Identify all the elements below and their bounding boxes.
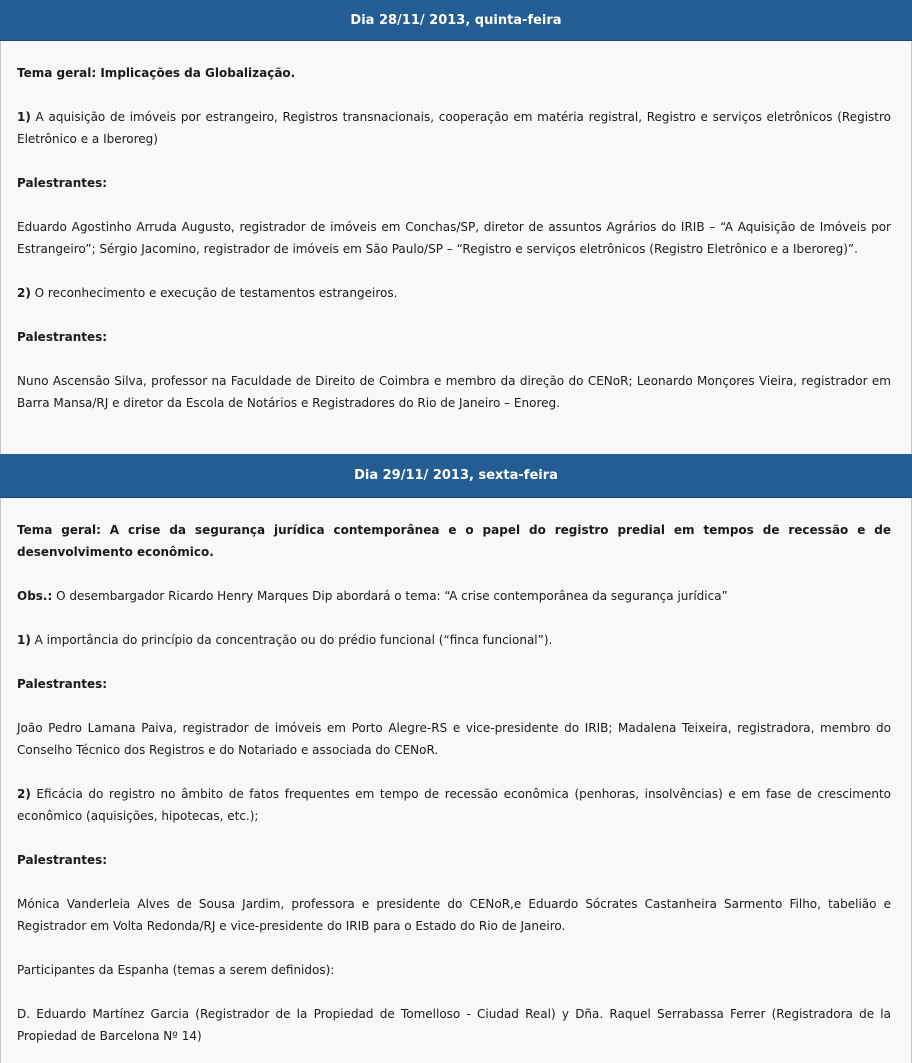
topic-1 <box>17 106 891 150</box>
topic-1 <box>17 629 891 651</box>
palestrantes-text: Nuno Ascensão Silva, professor na Faculdade de Direito de Coimbra e membro da direção do CENoR; Leonardo Monçores Vieira, registrador em Barra Mansa/RJ e diretor da Escola de Notários e Registradores do Rio de Janeiro – Enoreg. <box>17 374 891 410</box>
day-content <box>0 41 912 454</box>
palestrantes-text: João Pedro Lamana Paiva, registrador de imóveis em Porto Alegre-RS e vice-presidente do IRIB; Madalena Teixeira, registradora, membro do Conselho Técnico dos Registros e do Notariado e associada do CENoR. <box>17 721 891 757</box>
topic-2 <box>17 783 891 827</box>
tema-geral: Tema geral: Implicações da Globalização. <box>17 66 296 80</box>
day-content <box>0 498 912 1063</box>
topic-text: Eficácia do registro no âmbito de fatos frequentes em tempo de recessão econômica (penhoras, insolvências) e em fase de crescimento econômico (aquisições, hipotecas, etc.); <box>17 787 891 823</box>
participantes-text: D. Eduardo Martínez Garcia (Registrador de la Propiedad de Tomelloso - Ciudad Real) y Dña. Raquel Serrabassa Ferrer (Registradora de la Propiedad de Barcelona Nº 14) <box>17 1007 891 1043</box>
topic-number: 1) <box>17 633 31 647</box>
obs-label: Obs.: <box>17 589 53 603</box>
palestrantes-label: Palestrantes: <box>17 853 108 867</box>
topic-text: A importância do princípio da concentração ou do prédio funcional (“finca funcional”). <box>30 633 553 647</box>
palestrantes-text: Mónica Vanderleia Alves de Sousa Jardim, professora e presidente do CENoR,e Eduardo Sócrates Castanheira Sarmento Filho, tabelião e Registrador em Volta Redonda/RJ e vice-presidente do IRIB para o Estado do Rio de Janeiro. <box>17 897 891 933</box>
topic-2 <box>17 282 891 304</box>
participantes-label: Participantes da Espanha (temas a serem definidos): <box>17 963 335 977</box>
topic-number: 2) <box>17 286 31 300</box>
day-section-29-11 <box>0 454 912 1063</box>
tema-geral: Tema geral: A crise da segurança jurídica contemporânea e o papel do registro predial em tempos de recessão e de desenvolvimento econômico. <box>17 523 891 559</box>
day-header: Dia 29/11/ 2013, sexta-feira <box>0 454 912 498</box>
obs-text: O desembargador Ricardo Henry Marques Dip abordará o tema: “A crise contemporânea da segurança jurídica” <box>52 589 728 603</box>
palestrantes-text: Eduardo Agostinho Arruda Augusto, registrador de imóveis em Conchas/SP, diretor de assuntos Agrários do IRIB – “A Aquisição de Imóveis por Estrangeiro”; Sérgio Jacomino, registrador de imóveis em São Paulo/SP – “Registro e serviços eletrônicos (Registro Eletrônico e a Iberoreg)”. <box>17 220 891 256</box>
palestrantes-label: Palestrantes: <box>17 176 108 190</box>
topic-text: O reconhecimento e execução de testamentos estrangeiros. <box>30 286 398 300</box>
day-section-28-11 <box>0 0 912 454</box>
palestrantes-label: Palestrantes: <box>17 330 108 344</box>
topic-text: A aquisição de imóveis por estrangeiro, Registros transnacionais, cooperação em matéria registral, Registro e serviços eletrônicos (Registro Eletrônico e a Iberoreg) <box>17 110 891 146</box>
palestrantes-label: Palestrantes: <box>17 677 108 691</box>
day-header: Dia 28/11/ 2013, quinta-feira <box>0 0 912 41</box>
topic-number: 2) <box>17 787 31 801</box>
topic-number: 1) <box>17 110 31 124</box>
obs-note <box>17 585 891 607</box>
